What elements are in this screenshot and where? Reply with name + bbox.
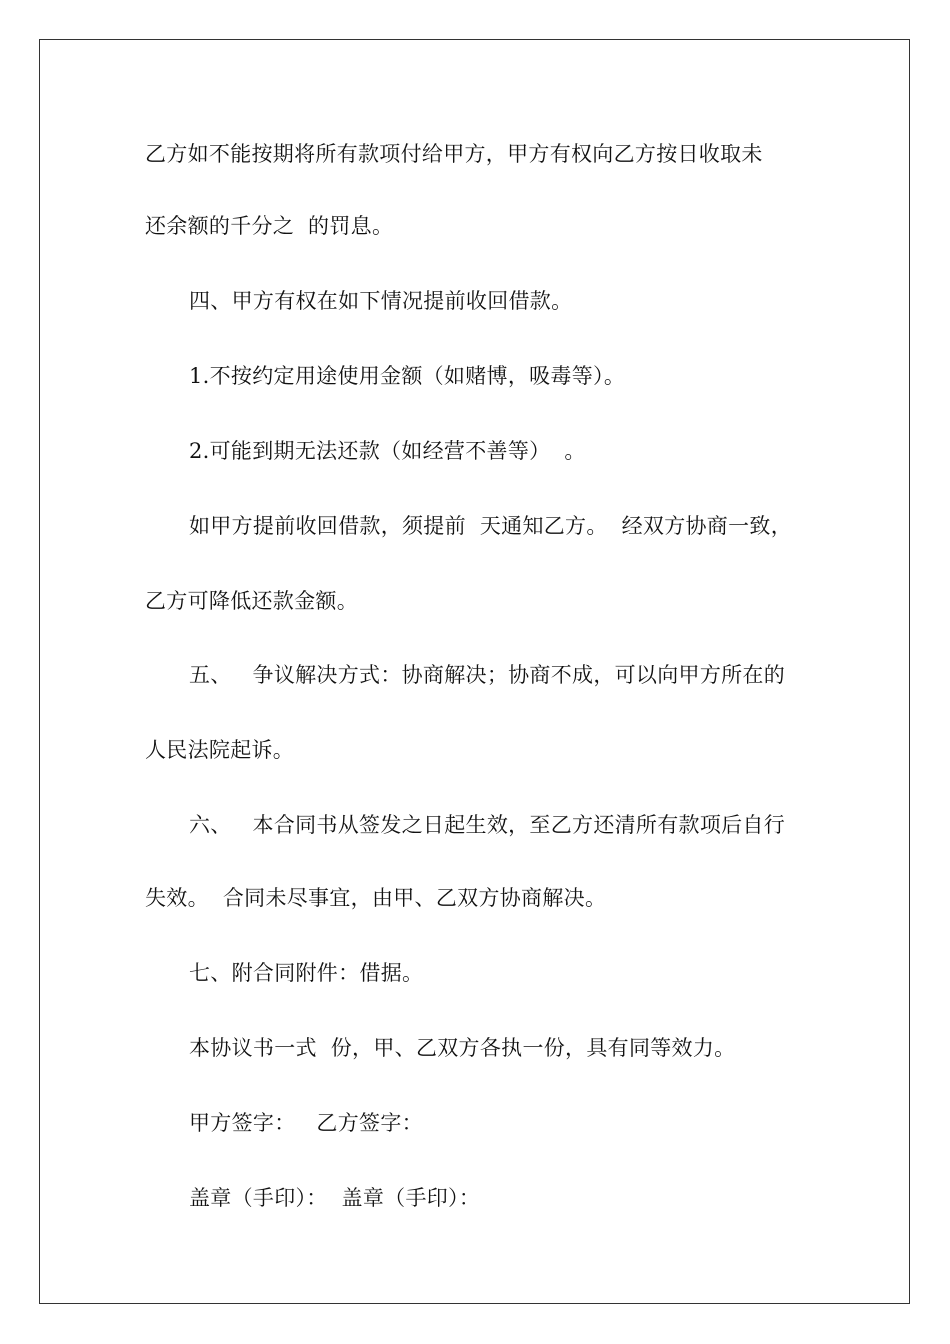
section-four-item-1: 1.不按约定用途使用金额（如赌博，吸毒等）。 bbox=[189, 364, 626, 388]
signature-line: 甲方签字： 乙方签字： bbox=[189, 1111, 423, 1135]
section-five: 五、 争议解决方式：协商解决；协商不成，可以向甲方所在的 bbox=[189, 663, 786, 687]
copies-statement: 本协议书一式 份，甲、乙双方各执一份，具有同等效力。 bbox=[189, 1036, 736, 1060]
text-line-7: 乙方可降低还款金额。 bbox=[145, 589, 358, 613]
seal-line: 盖章（手印）： 盖章（手印）： bbox=[189, 1186, 481, 1210]
text-line-9: 人民法院起诉。 bbox=[145, 738, 295, 762]
text-line-1: 乙方如不能按期将所有款项付给甲方，甲方有权向乙方按日收取未 bbox=[145, 142, 763, 166]
text-line-2: 还余额的千分之 的罚息。 bbox=[145, 214, 394, 238]
section-six: 六、 本合同书从签发之日起生效，至乙方还清所有款项后自行 bbox=[189, 813, 786, 837]
section-four-heading: 四、甲方有权在如下情况提前收回借款。 bbox=[189, 289, 573, 313]
section-four-item-2: 2.可能到期无法还款（如经营不善等） 。 bbox=[189, 439, 586, 463]
section-seven: 七、附合同附件：借据。 bbox=[189, 961, 424, 985]
text-line-6: 如甲方提前收回借款，须提前 天通知乙方。 经双方协商一致， bbox=[189, 514, 792, 538]
text-line-11: 失效。 合同未尽事宜，由甲、乙双方协商解决。 bbox=[145, 886, 607, 910]
